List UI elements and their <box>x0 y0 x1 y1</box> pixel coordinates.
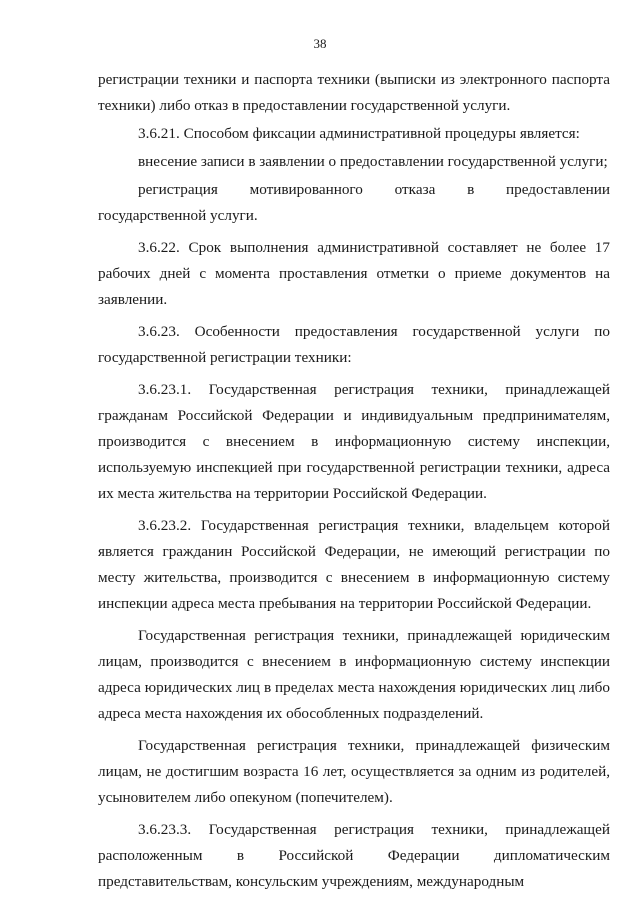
paragraph: 3.6.23.3. Государственная регистрация техники, принадлежащей расположенным в Российской Федерации дипломатическим представительствам, консульским учреждениям, международным <box>98 821 610 890</box>
paragraph: внесение записи в заявлении о предоставлении государственной услуги; <box>138 153 608 170</box>
paragraph: регистрация мотивированного отказа в предоставлении государственной услуги. <box>98 181 610 224</box>
paragraph: 3.6.21. Способом фиксации административной процедуры является: <box>138 125 580 142</box>
paragraph: 3.6.23. Особенности предоставления государственной услуги по государственной регистрации техники: <box>98 323 610 366</box>
paragraph: 3.6.23.1. Государственная регистрация техники, принадлежащей гражданам Российской Федерации и индивидуальным предпринимателям, производится с внесением в информационную систему инспекции, используемую инспекцией при государственной регистрации техники, адреса их места жительства на территории Российской Федерации. <box>98 381 610 502</box>
paragraph: 3.6.23.2. Государственная регистрация техники, владельцем которой является гражданин Российской Федерации, не имеющий регистрации по месту жительства, производится с внесением в информационную систему инспекции адреса места пребывания на территории Российской Федерации. <box>98 517 610 612</box>
paragraph: регистрации техники и паспорта техники (выписки из электронного паспорта техники) либо отказ в предоставлении государственной услуги. <box>98 71 610 114</box>
paragraph: 3.6.22. Срок выполнения административной составляет не более 17 рабочих дней с момента проставления отметки о приеме документов на заявлении. <box>98 239 610 308</box>
document-body <box>98 67 610 897</box>
paragraph: Государственная регистрация техники, принадлежащей физическим лицам, не достигшим возраста 16 лет, осуществляется за одним из родителей, усыновителем либо опекуном (попечителем). <box>98 737 610 806</box>
paragraph: Государственная регистрация техники, принадлежащей юридическим лицам, производится с внесением в информационную систему инспекции адреса юридических лиц в пределах места нахождения юридических лиц либо адреса места нахождения их обособленных подразделений. <box>98 627 610 722</box>
page-number: 38 <box>313 36 327 51</box>
